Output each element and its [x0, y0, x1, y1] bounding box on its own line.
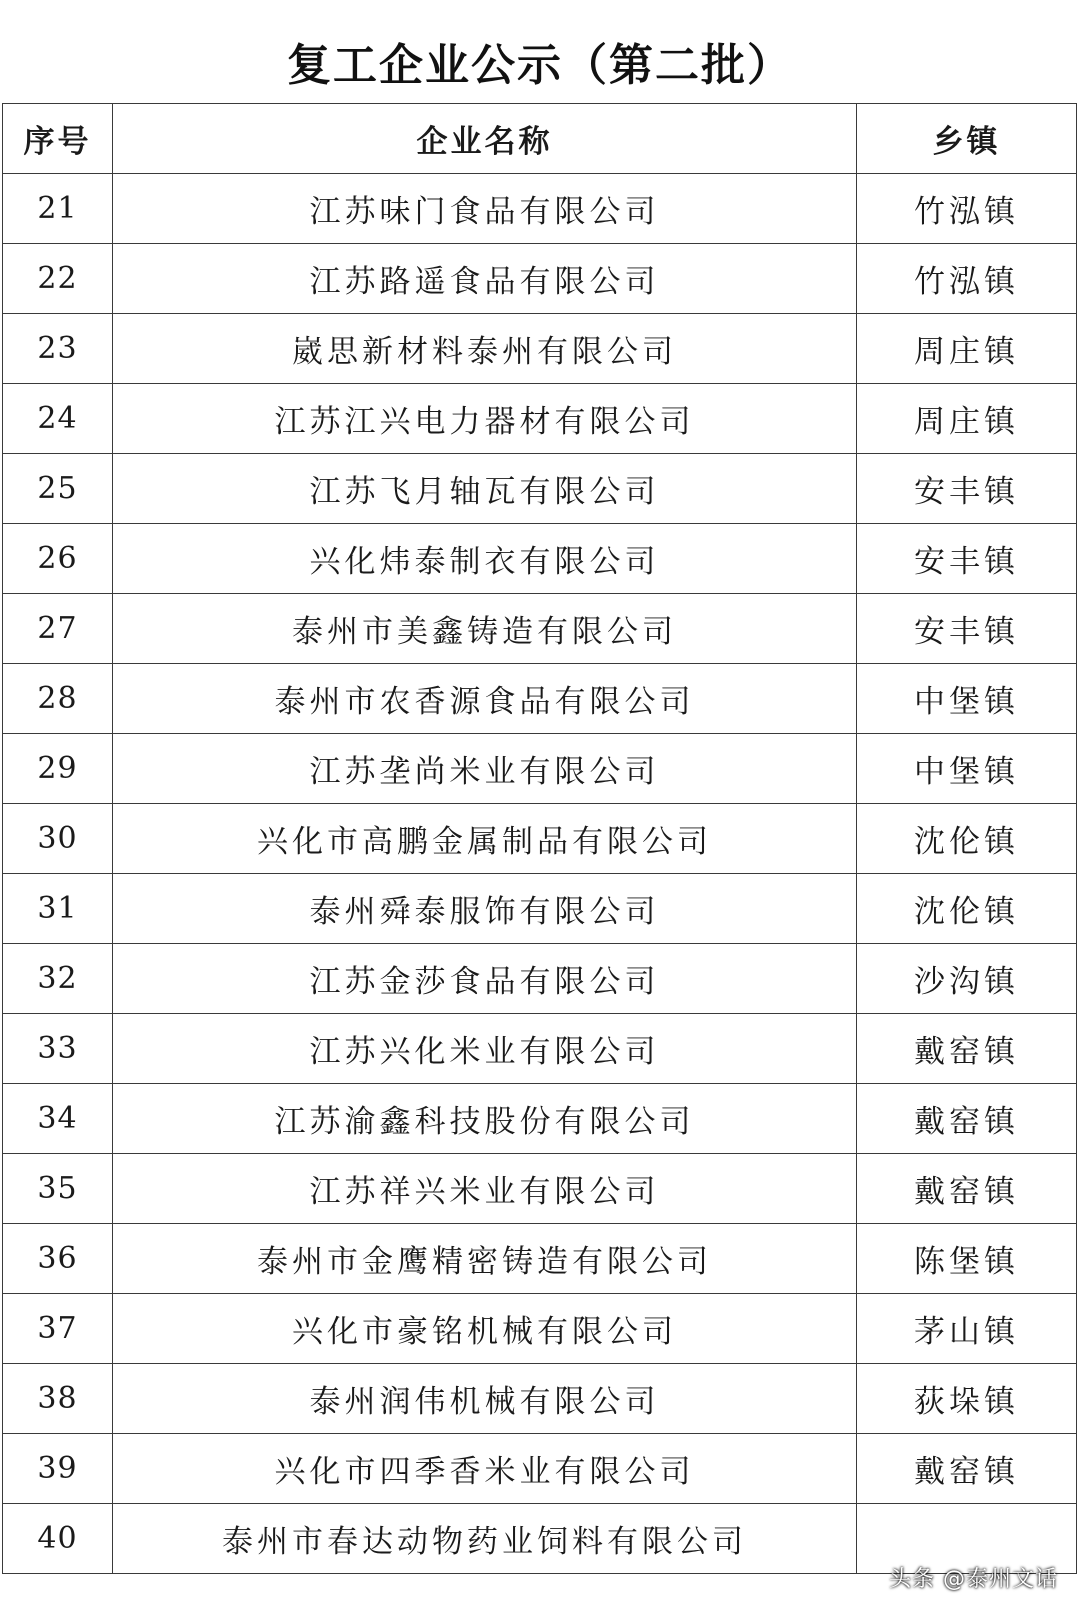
row-index: 29 [3, 734, 113, 804]
company-name: 江苏渝鑫科技股份有限公司 [113, 1084, 857, 1154]
row-index: 34 [3, 1084, 113, 1154]
company-name: 崴思新材料泰州有限公司 [113, 314, 857, 384]
table-row [3, 1154, 1077, 1224]
row-index: 21 [3, 174, 113, 244]
table-row [3, 1014, 1077, 1084]
row-index: 37 [3, 1294, 113, 1364]
town-name: 戴窑镇 [857, 1014, 1077, 1084]
company-name: 兴化市豪铭机械有限公司 [113, 1294, 857, 1364]
column-header-company-name: 企业名称 [113, 104, 857, 174]
company-name: 江苏江兴电力器材有限公司 [113, 384, 857, 454]
company-name: 泰州市农香源食品有限公司 [113, 664, 857, 734]
town-name: 沙沟镇 [857, 944, 1077, 1014]
row-index: 31 [3, 874, 113, 944]
table-row [3, 734, 1077, 804]
table-row [3, 804, 1077, 874]
company-table [2, 103, 1077, 1574]
table-row [3, 1224, 1077, 1294]
company-name: 江苏味门食品有限公司 [113, 174, 857, 244]
row-index: 27 [3, 594, 113, 664]
town-name: 荻垛镇 [857, 1364, 1077, 1434]
town-name: 周庄镇 [857, 384, 1077, 454]
table-row [3, 1434, 1077, 1504]
company-name: 江苏路遥食品有限公司 [113, 244, 857, 314]
row-index: 38 [3, 1364, 113, 1434]
table-row [3, 944, 1077, 1014]
town-name: 安丰镇 [857, 454, 1077, 524]
company-name: 泰州舜泰服饰有限公司 [113, 874, 857, 944]
table-row [3, 244, 1077, 314]
company-name: 江苏祥兴米业有限公司 [113, 1154, 857, 1224]
table-row [3, 594, 1077, 664]
row-index: 24 [3, 384, 113, 454]
town-name: 竹泓镇 [857, 174, 1077, 244]
watermark: 头条 @泰州文话 [889, 1567, 1058, 1592]
company-name: 兴化炜泰制衣有限公司 [113, 524, 857, 594]
row-index: 32 [3, 944, 113, 1014]
town-name: 戴窑镇 [857, 1434, 1077, 1504]
row-index: 25 [3, 454, 113, 524]
company-name: 兴化市四季香米业有限公司 [113, 1434, 857, 1504]
town-name: 陈堡镇 [857, 1224, 1077, 1294]
company-name: 江苏兴化米业有限公司 [113, 1014, 857, 1084]
table-row [3, 174, 1077, 244]
company-name: 泰州市金鹰精密铸造有限公司 [113, 1224, 857, 1294]
row-index: 33 [3, 1014, 113, 1084]
town-name: 中堡镇 [857, 664, 1077, 734]
row-index: 40 [3, 1504, 113, 1574]
town-name: 安丰镇 [857, 594, 1077, 664]
company-name: 江苏金莎食品有限公司 [113, 944, 857, 1014]
row-index: 26 [3, 524, 113, 594]
table-header-row [3, 104, 1077, 174]
table-row [3, 524, 1077, 594]
table-row [3, 664, 1077, 734]
company-name: 泰州市美鑫铸造有限公司 [113, 594, 857, 664]
row-index: 30 [3, 804, 113, 874]
town-name: 沈伦镇 [857, 804, 1077, 874]
table-row [3, 1084, 1077, 1154]
row-index: 39 [3, 1434, 113, 1504]
row-index: 35 [3, 1154, 113, 1224]
row-index: 28 [3, 664, 113, 734]
company-name: 兴化市高鹏金属制品有限公司 [113, 804, 857, 874]
table-body [3, 174, 1077, 1574]
table-row [3, 454, 1077, 524]
company-name: 泰州润伟机械有限公司 [113, 1364, 857, 1434]
table-row [3, 384, 1077, 454]
company-name: 泰州市春达动物药业饲料有限公司 [113, 1504, 857, 1574]
column-header-index: 序号 [3, 104, 113, 174]
table-row [3, 1364, 1077, 1434]
town-name: 周庄镇 [857, 314, 1077, 384]
town-name: 戴窑镇 [857, 1084, 1077, 1154]
town-name: 中堡镇 [857, 734, 1077, 804]
company-name: 江苏垄尚米业有限公司 [113, 734, 857, 804]
town-name: 沈伦镇 [857, 874, 1077, 944]
column-header-town: 乡镇 [857, 104, 1077, 174]
town-name: 戴窑镇 [857, 1154, 1077, 1224]
town-name: 竹泓镇 [857, 244, 1077, 314]
page-title: 复工企业公示（第二批） [287, 40, 793, 92]
row-index: 22 [3, 244, 113, 314]
company-name: 江苏飞月轴瓦有限公司 [113, 454, 857, 524]
town-name: 安丰镇 [857, 524, 1077, 594]
table-row [3, 314, 1077, 384]
table-row [3, 1294, 1077, 1364]
table-row [3, 874, 1077, 944]
town-name: 茅山镇 [857, 1294, 1077, 1364]
row-index: 36 [3, 1224, 113, 1294]
row-index: 23 [3, 314, 113, 384]
